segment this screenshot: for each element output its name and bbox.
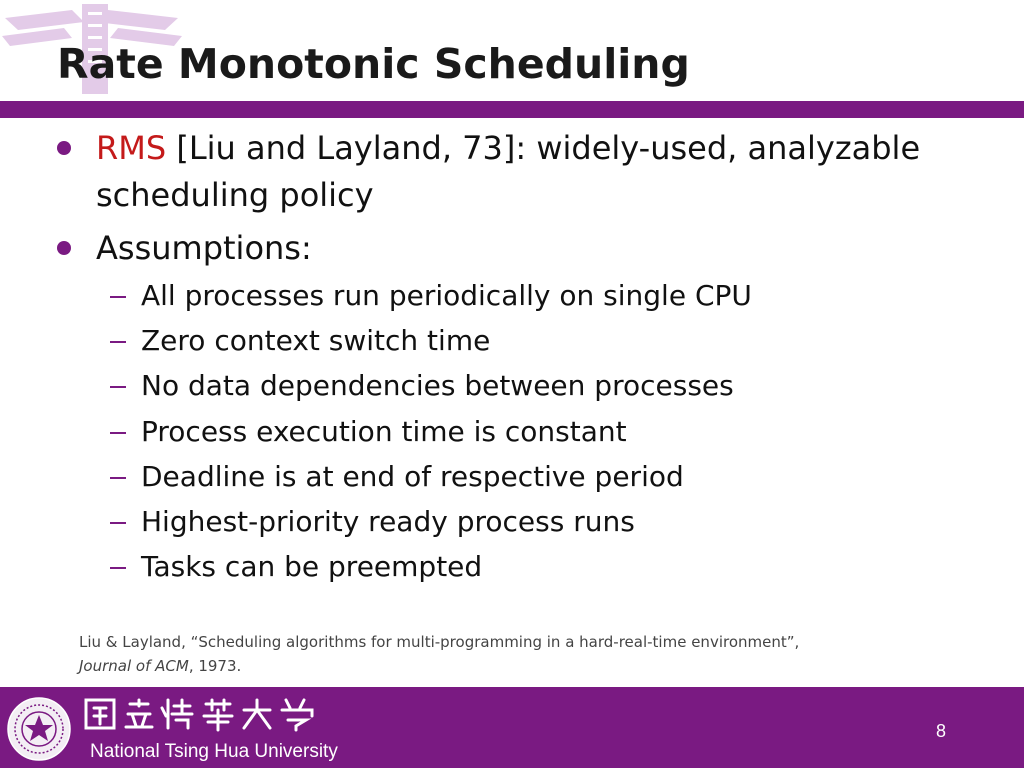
- list-item: [0, 502, 1024, 547]
- dash-bullet-icon: [110, 432, 126, 434]
- reference-citation: [79, 630, 799, 678]
- university-name: National Tsing Hua University: [90, 741, 338, 762]
- bullet-rms: [96, 126, 920, 170]
- university-seal-icon: [6, 696, 72, 762]
- list-item-text: All processes run periodically on single CPU: [141, 279, 752, 312]
- list-item-text: Highest-priority ready process runs: [141, 504, 635, 538]
- slide-title: Rate Monotonic Scheduling: [57, 40, 690, 88]
- reference-journal: Journal of ACM: [79, 657, 189, 675]
- reference-line: Liu & Layland, “Scheduling algorithms for multi-programming in a hard-real-time environment”,: [79, 633, 800, 651]
- dash-bullet-icon: [110, 386, 126, 388]
- footer-bar: [0, 687, 1024, 768]
- list-item: [0, 366, 1024, 411]
- list-item-text: Zero context switch time: [141, 324, 491, 358]
- reference-source: [79, 654, 799, 678]
- university-name-cn-logo: [82, 696, 322, 732]
- list-item: [0, 457, 1024, 502]
- dash-bullet-icon: [110, 567, 126, 569]
- list-item: [0, 276, 1024, 321]
- bullet-assumptions: Assumptions:: [96, 229, 312, 267]
- assumptions-list: [0, 276, 1024, 592]
- list-item: [0, 321, 1024, 366]
- dash-bullet-icon: [110, 341, 126, 343]
- list-item-text: No data dependencies between processes: [141, 369, 734, 403]
- rms-highlight: RMS: [96, 129, 167, 167]
- dash-bullet-icon: [110, 296, 126, 298]
- dash-bullet-icon: [110, 522, 126, 524]
- reference-year: , 1973.: [188, 657, 242, 675]
- list-item: [0, 412, 1024, 457]
- page-number: 8: [936, 721, 947, 741]
- list-item-text: Process execution time is constant: [141, 414, 627, 448]
- list-item-text: Tasks can be preempted: [141, 550, 483, 584]
- list-item: [0, 547, 1024, 592]
- list-item-text: Deadline is at end of respective period: [141, 459, 684, 493]
- dash-bullet-icon: [110, 477, 126, 479]
- bullet-rms-text: [Liu and Layland, 73]: widely-used, analyzable: [166, 129, 921, 167]
- bullet-dot-icon: [57, 141, 71, 155]
- bullet-dot-icon: [57, 241, 71, 255]
- bullet-rms-continuation: scheduling policy: [96, 176, 374, 214]
